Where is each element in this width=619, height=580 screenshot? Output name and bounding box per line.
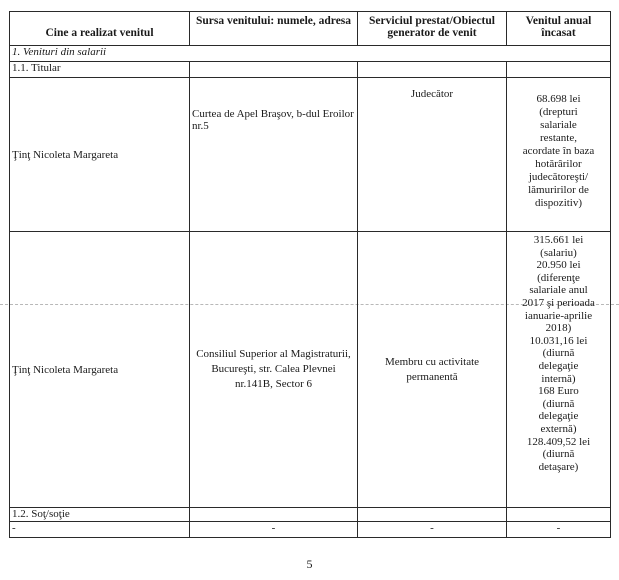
row-service: Judecător <box>358 78 507 232</box>
page-number: 5 <box>306 557 313 571</box>
section-row <box>10 46 611 62</box>
empty-cell <box>190 62 358 78</box>
section-title: 1. Venituri din salarii <box>10 46 611 62</box>
row-income: 315.661 lei (salariu) 20.950 lei (diferenţe salariale anul 2017 şi perioada ianuarie-aprilie 2018) 10.031,16 lei (diurnă delegaţie internă) 168 Euro (diurnă delegaţie externă) 128.409,52 lei (diurnă detaşare) <box>507 232 611 508</box>
empty-cell <box>358 508 507 522</box>
header-source: Sursa venitului: numele, adresa <box>190 12 358 46</box>
income-table <box>9 11 611 538</box>
empty-cell <box>358 62 507 78</box>
row-source: Consiliul Superior al Magistraturii, Bucureşti, str. Calea Plevnei nr.141B, Sector 6 <box>190 232 358 508</box>
row-income: - <box>507 522 611 538</box>
subsection-spouse: 1.2. Soţ/soţie <box>10 508 190 522</box>
header-who: Cine a realizat venitul <box>10 12 190 46</box>
empty-cell <box>507 62 611 78</box>
row-who: Ţinţ Nicoleta Margareta <box>10 232 190 508</box>
subsection-row-titular <box>10 62 611 78</box>
row-who: Ţinţ Nicoleta Margareta <box>10 78 190 232</box>
empty-cell <box>190 508 358 522</box>
subsection-row-spouse <box>10 508 611 522</box>
row-who: - <box>10 522 190 538</box>
subsection-titular: 1.1. Titular <box>10 62 190 78</box>
row-source: - <box>190 522 358 538</box>
table-row <box>10 522 611 538</box>
header-income: Venitul anual încasat <box>507 12 611 46</box>
row-service: Membru cu activitate permanentă <box>358 232 507 508</box>
empty-cell <box>507 508 611 522</box>
row-source: Curtea de Apel Braşov, b-dul Eroilor nr.5 <box>190 78 358 232</box>
row-service: - <box>358 522 507 538</box>
row-income: 68.698 lei (drepturi salariale restante, acordate în baza hotărârilor judecătoreşti/ lămuririlor de dispozitiv) <box>507 78 611 232</box>
header-service: Serviciul prestat/Obiectul generator de venit <box>358 12 507 46</box>
table-row <box>10 232 611 508</box>
header-row <box>10 12 611 46</box>
table-row <box>10 78 611 232</box>
